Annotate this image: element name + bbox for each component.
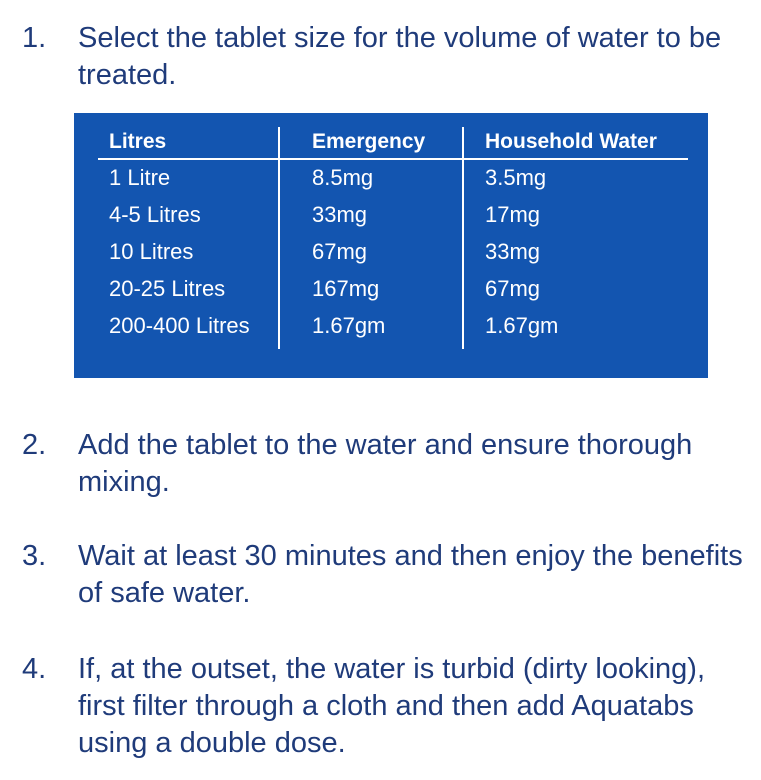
column-divider bbox=[278, 127, 280, 349]
header-household-water: Household Water bbox=[485, 130, 657, 153]
step-text: Add the tablet to the water and ensure thorough mixing. bbox=[78, 429, 693, 498]
column-household-water bbox=[485, 125, 685, 344]
table-cell: 20-25 Litres bbox=[109, 276, 226, 301]
step-number: 4. bbox=[22, 653, 47, 685]
table-cell: 167mg bbox=[312, 276, 380, 301]
step-text: Wait at least 30 minutes and then enjoy the benefits of safe water. bbox=[78, 540, 743, 609]
column-emergency bbox=[312, 125, 462, 344]
step-2 bbox=[22, 427, 752, 501]
step-number: 2. bbox=[22, 429, 47, 461]
step-1 bbox=[22, 20, 752, 94]
step-4 bbox=[22, 651, 752, 762]
table-cell: 4-5 Litres bbox=[109, 202, 201, 227]
step-text: If, at the outset, the water is turbid (dirty looking), first filter through a cloth and then add Aquatabs using a double dose. bbox=[78, 653, 706, 759]
table-cell: 200-400 Litres bbox=[109, 313, 250, 338]
step-3 bbox=[22, 538, 752, 612]
table-cell: 3.5mg bbox=[485, 165, 547, 190]
step-text: Select the tablet size for the volume of water to be treated. bbox=[78, 22, 722, 91]
table-cell: 8.5mg bbox=[312, 165, 374, 190]
table-cell: 10 Litres bbox=[109, 239, 194, 264]
dosage-table bbox=[74, 113, 708, 378]
step-number: 3. bbox=[22, 540, 47, 572]
header-emergency: Emergency bbox=[312, 130, 426, 153]
table-cell: 1.67gm bbox=[485, 313, 559, 338]
table-cell: 1 Litre bbox=[109, 165, 171, 190]
table-cell: 67mg bbox=[485, 276, 541, 301]
table-cell: 1.67gm bbox=[312, 313, 386, 338]
column-divider bbox=[462, 127, 464, 349]
column-litres bbox=[109, 125, 274, 344]
step-number: 1. bbox=[22, 22, 47, 54]
table-cell: 17mg bbox=[485, 202, 541, 227]
table-cell: 33mg bbox=[485, 239, 541, 264]
table-cell: 33mg bbox=[312, 202, 368, 227]
header-litres: Litres bbox=[109, 130, 167, 153]
table-cell: 67mg bbox=[312, 239, 368, 264]
